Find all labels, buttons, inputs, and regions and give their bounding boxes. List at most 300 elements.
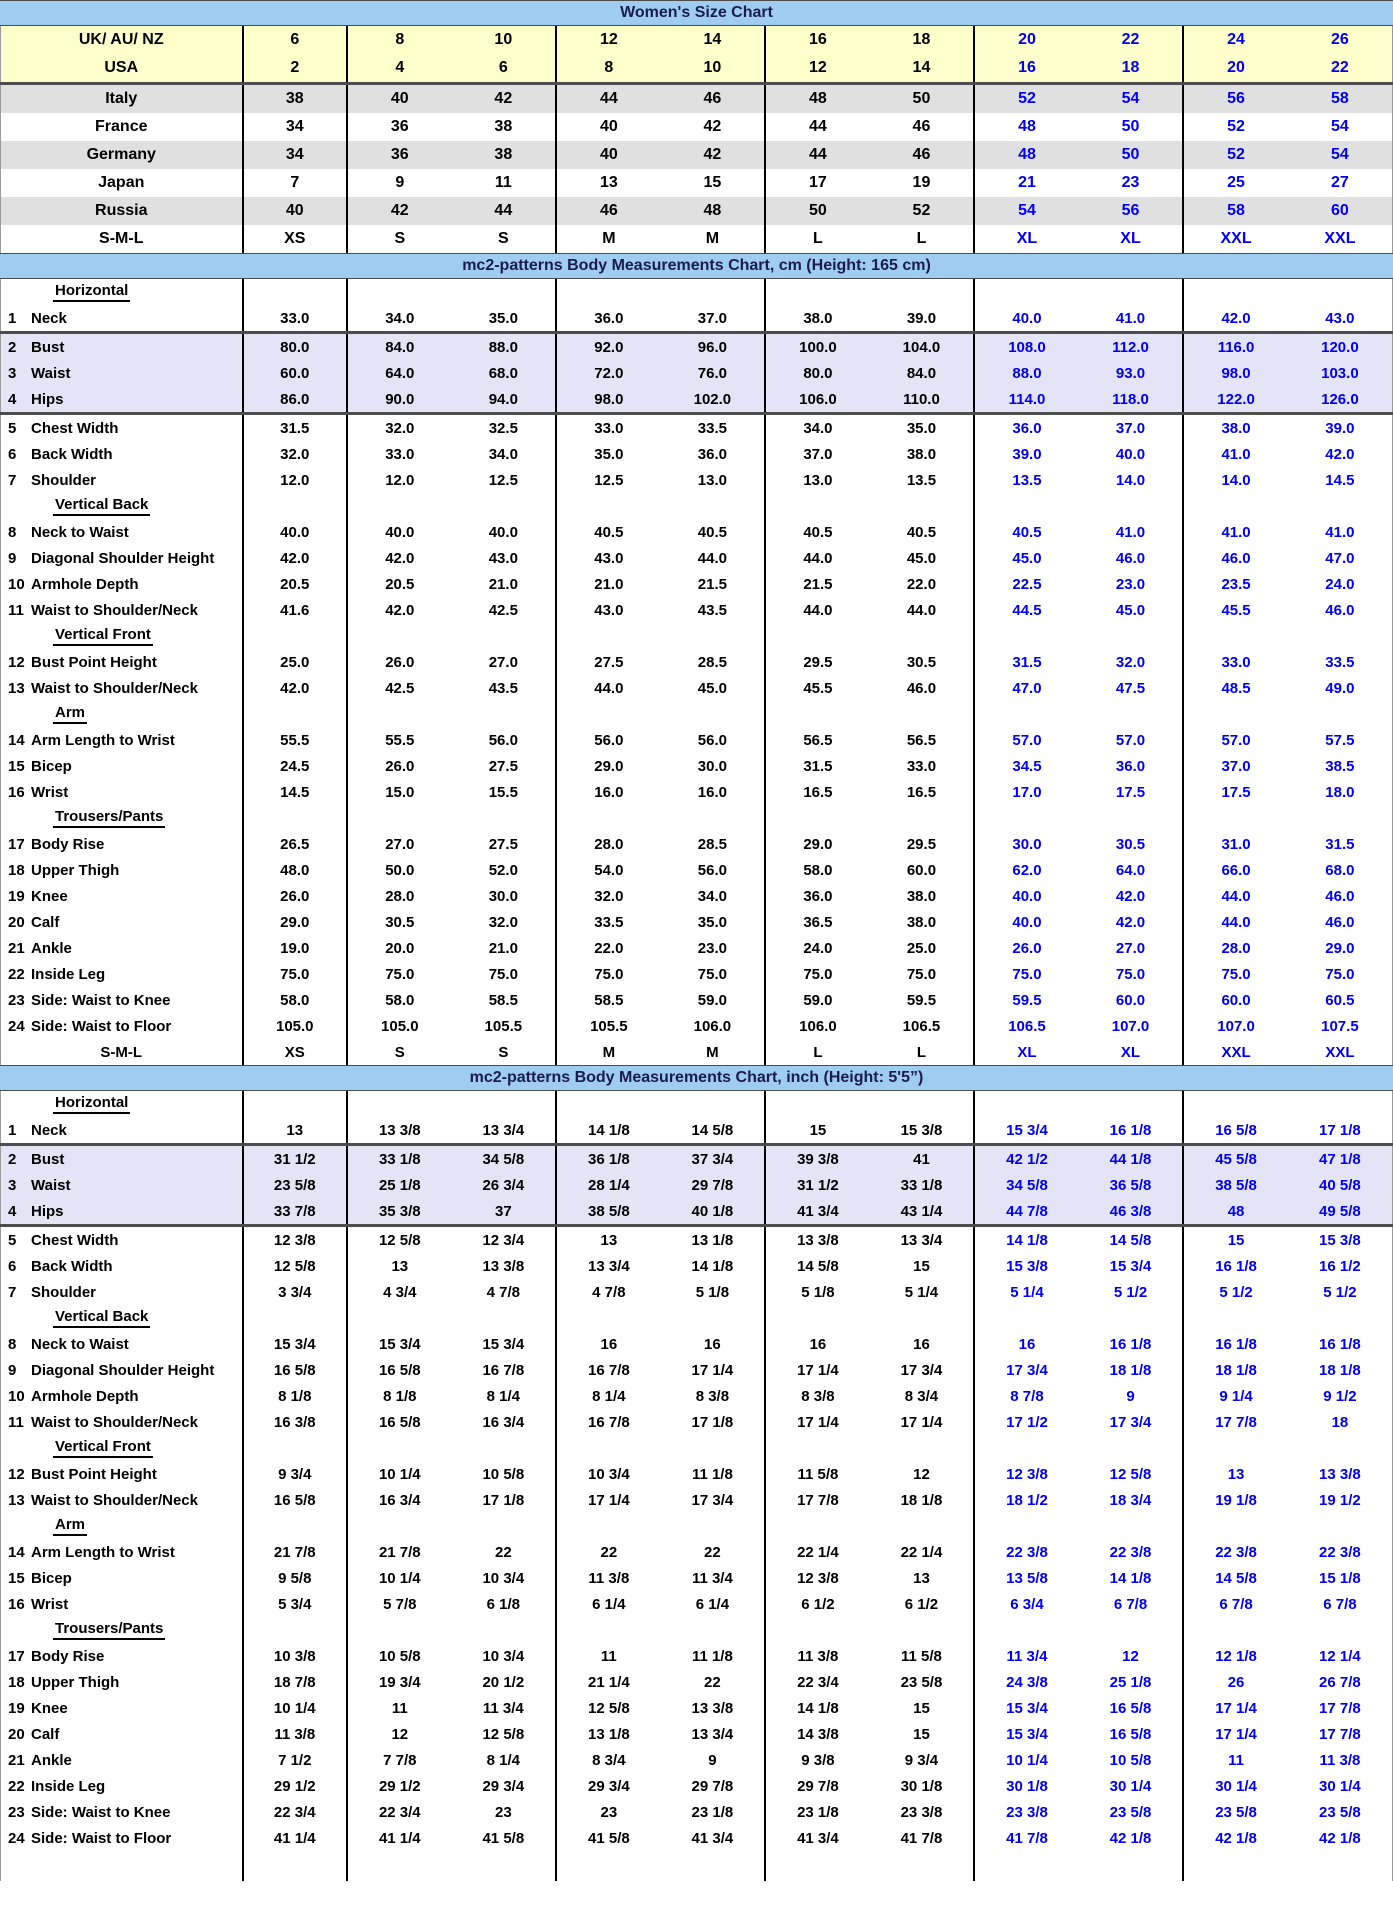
value-cell: 35.0: [661, 909, 766, 935]
value-cell: 23: [452, 1799, 557, 1825]
value-cell: 16.5: [870, 779, 975, 805]
size-chart-title: Women's Size Chart: [0, 0, 1393, 26]
value-cell: 28.0: [1221, 939, 1251, 957]
value-cell: [661, 1851, 766, 1881]
value-cell: 46.0: [1325, 601, 1355, 619]
table-row: [1, 26, 1393, 54]
value-cell: [974, 1305, 1079, 1331]
row-label: [1, 1851, 243, 1881]
value-cell: 107.0: [1079, 1013, 1184, 1039]
table-row: [1, 141, 1393, 169]
value-cell: 23: [600, 1803, 618, 1821]
value-cell: 13 3/4: [588, 1257, 630, 1275]
value-cell: 8 3/8: [661, 1383, 766, 1409]
value-cell: 41: [870, 1145, 975, 1173]
value-cell: 12.0: [385, 471, 415, 489]
value-cell: 11: [391, 1699, 408, 1717]
value-cell: 14 1/8: [588, 1121, 630, 1139]
section-label: Vertical Front: [1, 623, 243, 649]
value-cell: [765, 493, 870, 519]
value-cell: 96.0: [661, 333, 766, 361]
value-cell: 40.0: [243, 519, 348, 545]
value-cell: 5 1/4: [870, 1279, 975, 1305]
value-cell: 100.0: [765, 333, 870, 361]
value-cell: 16 7/8: [452, 1357, 557, 1383]
table-row: [1, 113, 1393, 141]
value-cell: [765, 701, 870, 727]
value-cell: [243, 701, 348, 727]
value-cell: 56.5: [803, 731, 833, 749]
value-cell: 56.0: [661, 727, 766, 753]
value-cell: [870, 1305, 975, 1331]
value-cell: 10 3/8: [243, 1643, 348, 1669]
value-cell: 44.0: [661, 545, 766, 571]
value-cell: [974, 279, 1079, 305]
value-cell: 16 5/8: [378, 1413, 421, 1431]
value-cell: 44.0: [1221, 887, 1251, 905]
value-cell: 20.5: [243, 571, 348, 597]
value-cell: 23 3/8: [1006, 1803, 1048, 1821]
table-row: [1, 701, 1393, 727]
value-cell: 42.0: [243, 545, 348, 571]
value-cell: 44.0: [594, 679, 624, 697]
value-cell: 47.0: [1012, 679, 1042, 697]
value-cell: 38.0: [870, 883, 975, 909]
value-cell: 19: [870, 169, 975, 197]
value-cell: 25 1/8: [347, 1172, 452, 1198]
value-cell: 18 1/8: [1215, 1361, 1257, 1379]
row-label: 20 Calf: [1, 909, 243, 935]
value-cell: 48: [1018, 118, 1036, 135]
table-row: [1, 493, 1393, 519]
table-row: [1, 1565, 1393, 1591]
section-label: Arm: [1, 701, 243, 727]
value-cell: 52: [974, 84, 1079, 114]
value-cell: 41 3/4: [661, 1825, 766, 1851]
value-cell: 42.0: [1079, 909, 1184, 935]
table-row: [1, 1409, 1393, 1435]
value-cell: 58: [1183, 197, 1288, 225]
value-cell: 35 3/8: [347, 1198, 452, 1226]
table-row: [1, 961, 1393, 987]
value-cell: 40.0: [1012, 309, 1042, 327]
value-cell: [452, 1435, 557, 1461]
row-label: 15 Bicep: [1, 1565, 243, 1591]
value-cell: 30 1/8: [870, 1773, 975, 1799]
value-cell: 12.5: [452, 467, 557, 493]
value-cell: 25.0: [870, 935, 975, 961]
value-cell: 22: [1079, 26, 1184, 54]
value-cell: 44: [556, 84, 661, 114]
value-cell: 34.0: [803, 419, 833, 437]
row-label: 24 Side: Waist to Floor: [1, 1013, 243, 1039]
value-cell: 12 5/8: [378, 1231, 421, 1249]
value-cell: 3 3/4: [243, 1279, 348, 1305]
value-cell: [974, 1435, 1079, 1461]
value-cell: 39 3/8: [765, 1145, 870, 1173]
value-cell: 110.0: [870, 386, 975, 414]
value-cell: 28.5: [661, 649, 766, 675]
value-cell: 22 3/4: [243, 1799, 348, 1825]
value-cell: [452, 493, 557, 519]
row-label: S-M-L: [1, 225, 243, 253]
value-cell: 4: [347, 54, 452, 84]
value-cell: 15 3/4: [1006, 1699, 1048, 1717]
value-cell: 38.0: [870, 441, 975, 467]
value-cell: 17 1/4: [1215, 1725, 1257, 1743]
value-cell: L: [813, 230, 823, 247]
value-cell: [1079, 805, 1184, 831]
value-cell: 40.0: [1012, 887, 1042, 905]
value-cell: 13: [391, 1257, 409, 1275]
value-cell: 14: [870, 54, 975, 84]
value-cell: [452, 1617, 557, 1643]
value-cell: [765, 1851, 870, 1881]
table-row: [1, 305, 1393, 333]
row-label: 9 Diagonal Shoulder Height: [1, 545, 243, 571]
value-cell: 42 1/8: [1215, 1829, 1257, 1847]
value-cell: 8 3/4: [592, 1751, 626, 1769]
value-cell: 58.0: [803, 861, 833, 879]
value-cell: 15 3/4: [1006, 1725, 1048, 1743]
value-cell: 38.0: [870, 909, 975, 935]
value-cell: [347, 701, 452, 727]
value-cell: 46 3/8: [1079, 1198, 1184, 1226]
row-label: 1 Neck: [1, 1117, 243, 1145]
value-cell: 55.5: [385, 731, 415, 749]
value-cell: 29.0: [1325, 939, 1355, 957]
value-cell: 9: [661, 1747, 766, 1773]
value-cell: 34.0: [661, 883, 766, 909]
value-cell: 21.0: [594, 575, 624, 593]
value-cell: 52: [870, 197, 975, 225]
value-cell: 13 3/4: [661, 1721, 766, 1747]
value-cell: [243, 1091, 348, 1117]
value-cell: 41.0: [1221, 523, 1251, 541]
value-cell: [452, 1851, 557, 1881]
row-label: 15 Bicep: [1, 753, 243, 779]
value-cell: 23 1/8: [797, 1803, 839, 1821]
value-cell: 17 1/4: [661, 1357, 766, 1383]
value-cell: 30.0: [452, 883, 557, 909]
value-cell: 33.5: [661, 414, 766, 442]
value-cell: 19 3/4: [378, 1673, 421, 1691]
value-cell: 13.5: [870, 467, 975, 493]
value-cell: 46.0: [870, 675, 975, 701]
value-cell: 33 7/8: [243, 1198, 348, 1226]
value-cell: 5 1/8: [661, 1279, 766, 1305]
value-cell: 16.0: [661, 779, 766, 805]
value-cell: 104.0: [870, 333, 975, 361]
value-cell: [1288, 805, 1393, 831]
value-cell: 38: [243, 84, 348, 114]
value-cell: [974, 1091, 1079, 1117]
value-cell: 46.0: [1079, 545, 1184, 571]
value-cell: 106.5: [870, 1013, 975, 1039]
value-cell: 44 1/8: [1079, 1145, 1184, 1173]
value-cell: 17 7/8: [1319, 1699, 1361, 1717]
value-cell: 40.5: [803, 523, 833, 541]
value-cell: [347, 805, 452, 831]
value-cell: 6: [243, 26, 348, 54]
inch-measurements-table: [0, 1091, 1393, 1881]
value-cell: 60.0: [1079, 987, 1184, 1013]
value-cell: 11 3/8: [797, 1647, 839, 1665]
value-cell: 14.0: [1079, 467, 1184, 493]
value-cell: 15.5: [452, 779, 557, 805]
row-label: 16 Wrist: [1, 1591, 243, 1617]
value-cell: 14 1/8: [1006, 1231, 1048, 1249]
table-row: [1, 84, 1393, 114]
value-cell: [347, 1513, 452, 1539]
value-cell: 30.0: [1012, 835, 1042, 853]
value-cell: 5 1/2: [1323, 1283, 1357, 1301]
value-cell: 44: [765, 141, 870, 169]
value-cell: 9 3/4: [870, 1747, 975, 1773]
value-cell: XXL: [1221, 1043, 1251, 1061]
table-row: [1, 883, 1393, 909]
value-cell: 36: [347, 141, 452, 169]
value-cell: [243, 1851, 348, 1881]
value-cell: 21.5: [803, 575, 833, 593]
value-cell: 14 1/8: [1079, 1565, 1184, 1591]
value-cell: 24.0: [803, 939, 833, 957]
value-cell: 43 1/4: [870, 1198, 975, 1226]
value-cell: 47.0: [1325, 549, 1355, 567]
value-cell: [974, 1513, 1079, 1539]
value-cell: 75.0: [661, 961, 766, 987]
value-cell: 46.0: [1221, 549, 1251, 567]
value-cell: 42.5: [385, 679, 415, 697]
row-label: 22 Inside Leg: [1, 961, 243, 987]
value-cell: [765, 1091, 870, 1117]
value-cell: 4 7/8: [452, 1279, 557, 1305]
value-cell: 29 7/8: [797, 1777, 839, 1795]
row-label: 1 Neck: [1, 305, 243, 333]
value-cell: 44.0: [803, 549, 833, 567]
value-cell: 36.0: [803, 887, 833, 905]
value-cell: 28.0: [385, 887, 415, 905]
value-cell: 27.0: [452, 649, 557, 675]
value-cell: 17 1/8: [661, 1409, 766, 1435]
value-cell: 16 1/8: [1215, 1335, 1257, 1353]
value-cell: 30.5: [1079, 831, 1184, 857]
value-cell: 31 1/2: [765, 1172, 870, 1198]
size-conversion-table: [0, 26, 1393, 253]
value-cell: XXL: [1324, 230, 1356, 247]
value-cell: 14 3/8: [797, 1725, 839, 1743]
value-cell: 45.0: [870, 545, 975, 571]
value-cell: 23.5: [1221, 575, 1251, 593]
value-cell: 36.5: [803, 913, 833, 931]
value-cell: 17 1/2: [1006, 1413, 1048, 1431]
value-cell: 40.5: [1012, 523, 1042, 541]
value-cell: 9 5/8: [243, 1565, 348, 1591]
value-cell: 16 7/8: [588, 1361, 630, 1379]
value-cell: [661, 701, 766, 727]
row-label: Germany: [1, 141, 243, 169]
value-cell: 7: [243, 169, 348, 197]
table-row: [1, 1539, 1393, 1565]
row-label: 14 Arm Length to Wrist: [1, 727, 243, 753]
section-label: Trousers/Pants: [1, 1617, 243, 1643]
value-cell: 11 1/8: [661, 1643, 766, 1669]
value-cell: 27: [1331, 174, 1349, 191]
table-row: [1, 1145, 1393, 1173]
value-cell: 9 1/4: [1219, 1387, 1253, 1405]
value-cell: 42.0: [385, 601, 415, 619]
value-cell: 16 3/8: [243, 1409, 348, 1435]
value-cell: 5 7/8: [383, 1595, 417, 1613]
value-cell: 17 1/4: [797, 1413, 839, 1431]
value-cell: 5 1/8: [801, 1283, 835, 1301]
value-cell: 41.0: [1221, 445, 1251, 463]
value-cell: 5 1/2: [1219, 1283, 1253, 1301]
table-row: [1, 623, 1393, 649]
value-cell: XL: [1016, 230, 1038, 247]
value-cell: 22.0: [594, 939, 624, 957]
row-label: 3 Waist: [1, 360, 243, 386]
value-cell: 23: [1079, 169, 1184, 197]
value-cell: 29.5: [870, 831, 975, 857]
value-cell: 37.0: [661, 305, 766, 333]
value-cell: 6: [452, 54, 557, 84]
value-cell: 35.0: [594, 445, 624, 463]
row-label: 17 Body Rise: [1, 831, 243, 857]
value-cell: 16 1/8: [1319, 1335, 1361, 1353]
value-cell: [556, 805, 661, 831]
value-cell: 41 3/4: [765, 1198, 870, 1226]
value-cell: [452, 1091, 557, 1117]
value-cell: 31.5: [803, 757, 833, 775]
value-cell: 45.0: [1012, 549, 1042, 567]
table-row: [1, 225, 1393, 253]
value-cell: 8 1/8: [383, 1387, 417, 1405]
value-cell: 40: [556, 141, 661, 169]
value-cell: 12: [870, 1461, 975, 1487]
table-row: [1, 779, 1393, 805]
value-cell: 50: [765, 197, 870, 225]
value-cell: 39.0: [1325, 419, 1355, 437]
value-cell: 32.5: [452, 414, 557, 442]
table-row: [1, 753, 1393, 779]
value-cell: 13 3/4: [870, 1226, 975, 1254]
value-cell: [243, 493, 348, 519]
row-label: 12 Bust Point Height: [1, 649, 243, 675]
table-row: [1, 197, 1393, 225]
value-cell: 47 1/8: [1288, 1145, 1393, 1173]
value-cell: 23 3/8: [870, 1799, 975, 1825]
value-cell: 15.0: [385, 783, 415, 801]
value-cell: 38: [452, 113, 557, 141]
value-cell: 16 7/8: [588, 1413, 630, 1431]
table-row: [1, 1357, 1393, 1383]
value-cell: XXL: [1220, 230, 1252, 247]
value-cell: 107.0: [1217, 1017, 1255, 1035]
value-cell: 58: [1288, 84, 1393, 114]
value-cell: [1183, 1091, 1288, 1117]
table-row: [1, 333, 1393, 361]
value-cell: 75.0: [452, 961, 557, 987]
value-cell: [765, 805, 870, 831]
value-cell: [1183, 1305, 1288, 1331]
value-cell: 15 3/4: [243, 1331, 348, 1357]
value-cell: 11: [1228, 1751, 1244, 1769]
value-cell: 11 5/8: [870, 1643, 975, 1669]
value-cell: L: [870, 225, 975, 253]
value-cell: 18.0: [1325, 783, 1355, 801]
value-cell: 8: [556, 54, 661, 84]
value-cell: 27.5: [594, 653, 624, 671]
value-cell: 34.5: [1012, 757, 1042, 775]
row-label: 13 Waist to Shoulder/Neck: [1, 1487, 243, 1513]
value-cell: [1079, 1851, 1184, 1881]
value-cell: 29.0: [243, 909, 348, 935]
value-cell: 68.0: [452, 360, 557, 386]
value-cell: 75.0: [1221, 965, 1251, 983]
value-cell: [556, 1851, 661, 1881]
value-cell: [452, 623, 557, 649]
value-cell: 55.5: [243, 727, 348, 753]
table-row: [1, 1721, 1393, 1747]
value-cell: 31.5: [243, 414, 348, 442]
value-cell: 15 3/8: [870, 1117, 975, 1145]
value-cell: 40.0: [385, 523, 415, 541]
value-cell: 18 1/8: [1319, 1361, 1361, 1379]
value-cell: [347, 623, 452, 649]
value-cell: 36 5/8: [1079, 1172, 1184, 1198]
value-cell: 11 5/8: [797, 1465, 839, 1483]
value-cell: 75.0: [803, 965, 833, 983]
value-cell: XXL: [1325, 1043, 1355, 1061]
row-label: 21 Ankle: [1, 1747, 243, 1773]
value-cell: 11 3/4: [1006, 1647, 1048, 1665]
table-row: [1, 1695, 1393, 1721]
section-label: Vertical Front: [1, 1435, 243, 1461]
value-cell: 42 1/8: [1319, 1829, 1361, 1847]
value-cell: 93.0: [1079, 360, 1184, 386]
row-label: UK/ AU/ NZ: [1, 26, 243, 54]
value-cell: 20 1/2: [452, 1669, 557, 1695]
value-cell: 15: [661, 169, 766, 197]
row-label: Russia: [1, 197, 243, 225]
table-row: [1, 1617, 1393, 1643]
value-cell: 35.0: [870, 414, 975, 442]
value-cell: 80.0: [243, 333, 348, 361]
value-cell: 17 1/8: [1319, 1121, 1361, 1139]
value-cell: 120.0: [1288, 333, 1393, 361]
row-label: 2 Bust: [1, 333, 243, 361]
value-cell: 17 1/4: [588, 1491, 630, 1509]
value-cell: 25 1/8: [1079, 1669, 1184, 1695]
value-cell: 15 3/8: [1006, 1257, 1048, 1275]
value-cell: 86.0: [243, 386, 348, 414]
value-cell: [243, 805, 348, 831]
value-cell: [1183, 1851, 1288, 1881]
value-cell: [661, 623, 766, 649]
value-cell: 26.5: [243, 831, 348, 857]
value-cell: 54: [1079, 84, 1184, 114]
value-cell: 32.0: [243, 441, 348, 467]
value-cell: 52: [1227, 118, 1245, 135]
value-cell: 21: [1018, 174, 1036, 191]
value-cell: 46: [870, 141, 975, 169]
value-cell: 40.5: [661, 519, 766, 545]
value-cell: 75.0: [385, 965, 415, 983]
value-cell: 7 1/2: [243, 1747, 348, 1773]
value-cell: [1079, 701, 1184, 727]
value-cell: 17 1/4: [1215, 1699, 1257, 1717]
